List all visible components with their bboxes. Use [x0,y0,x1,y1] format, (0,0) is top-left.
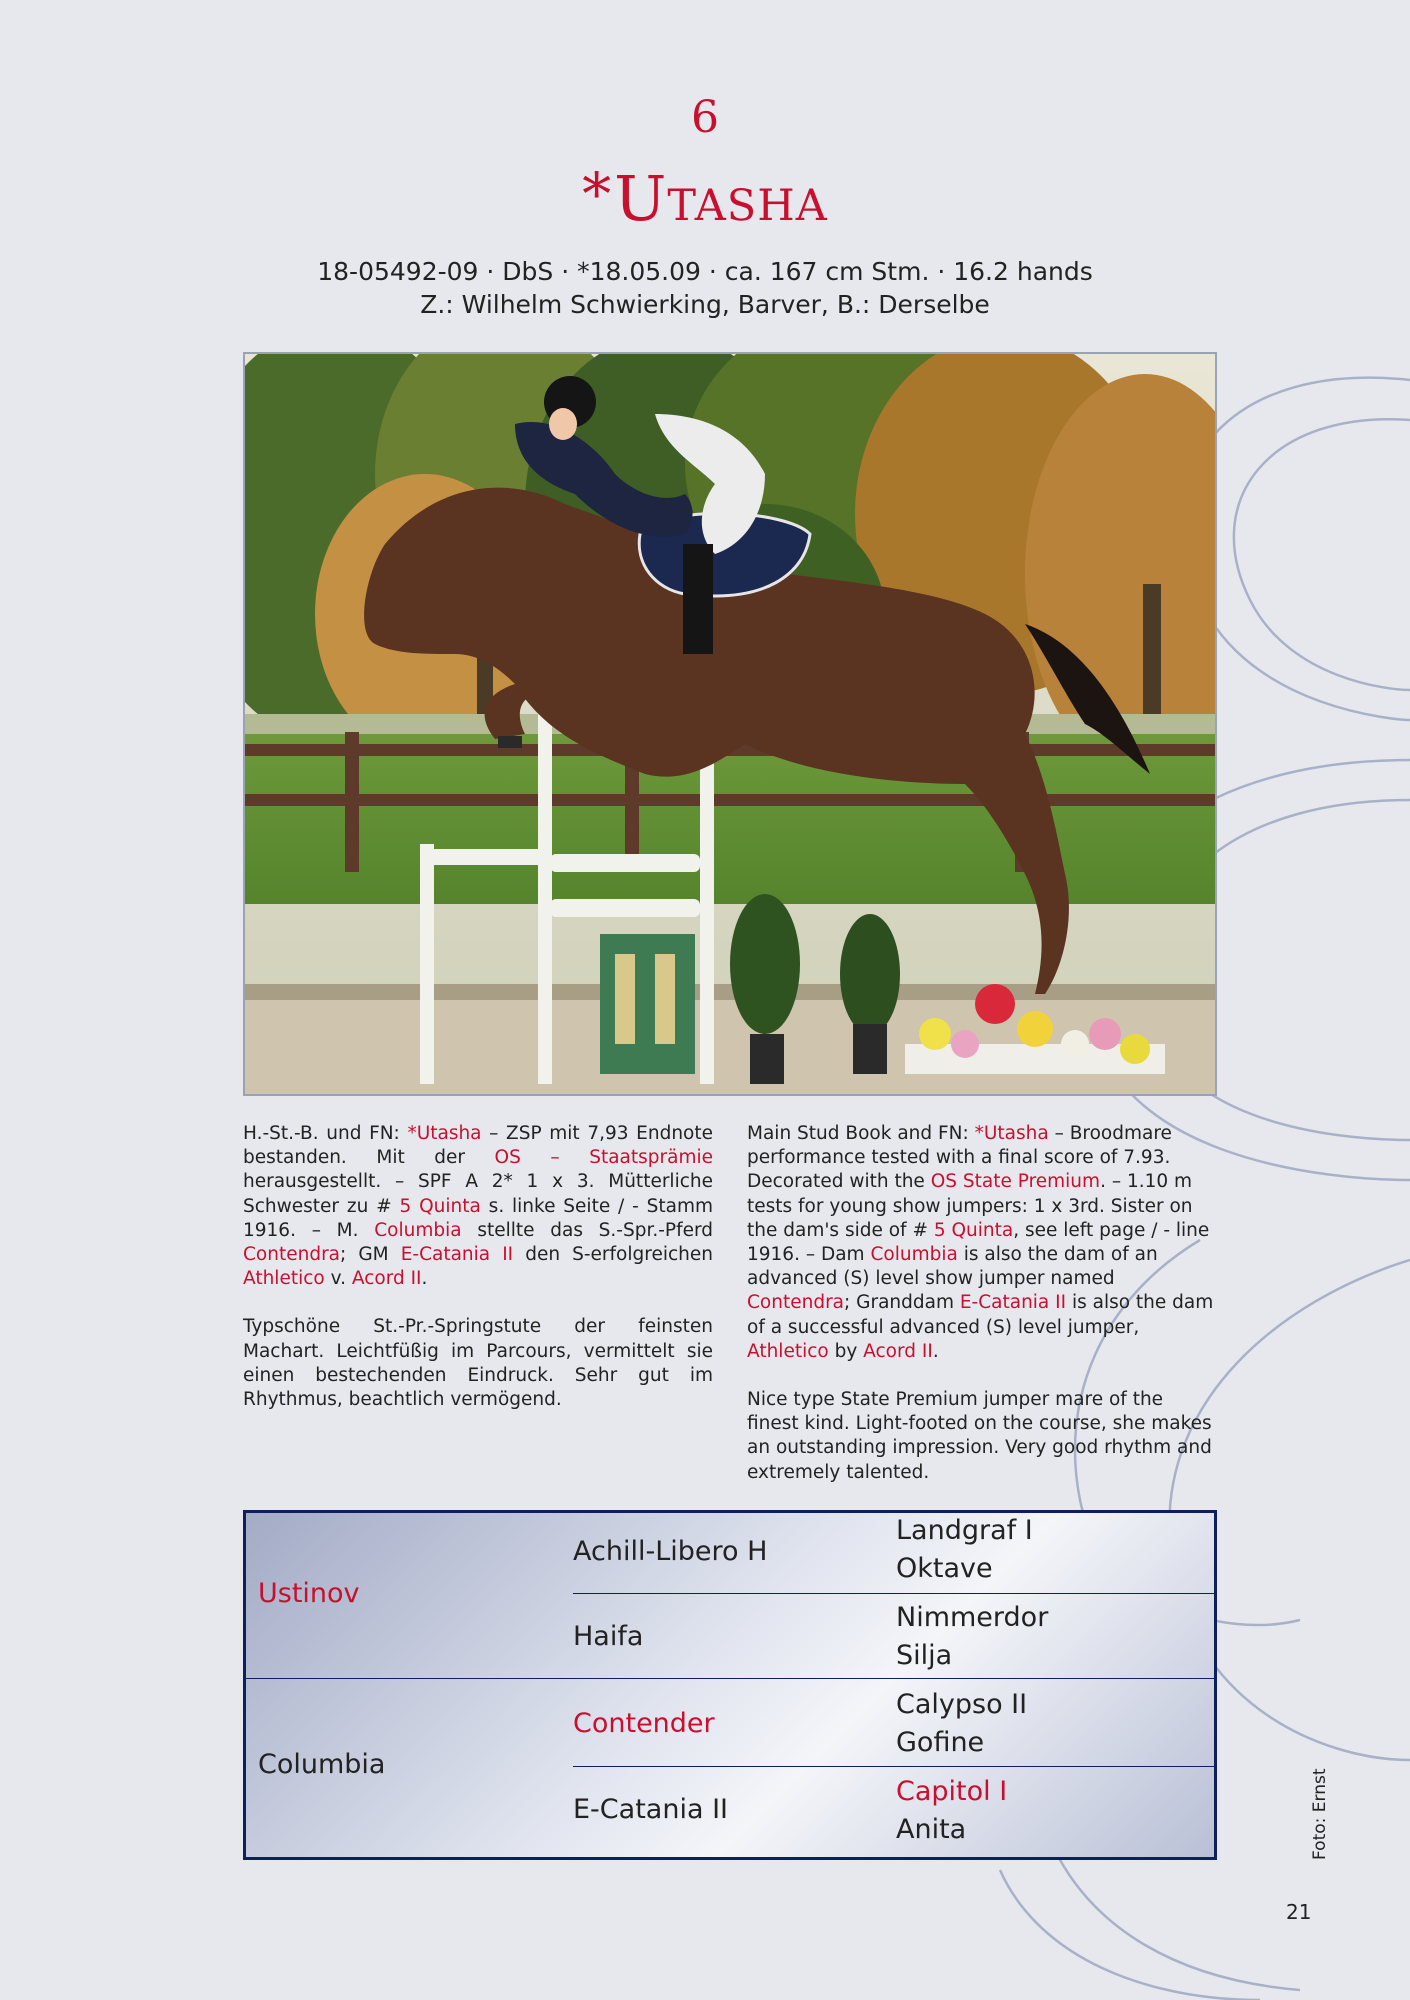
german-highlight: 5 Quinta [399,1195,481,1217]
german-paragraph-2: Typschöne St.-Pr.-Springstute der feinsten Machart. Leichtfüßig im Parcours, vermittelt sie einen bestechenden Eindruck. Sehr gut im Rhythmus, beachtlich vermögend. [243,1316,713,1411]
info-line-1: 18-05492-09 · DbS · *18.05.09 · ca. 167 cm Stm. · 16.2 hands [317,257,1093,286]
page-number: 21 [1286,1900,1312,1924]
lot-number: 6 [691,92,719,143]
german-paragraph-1 [243,1122,713,1291]
english-text: – Broodmare performance tested with a final score of 7.93. Decorated with the [747,1123,1172,1193]
horse-info [0,255,1410,321]
photo-credit: Foto: Ernst [1310,1768,1330,1860]
english-highlight: Acord II [863,1340,933,1362]
german-highlight: Acord II [351,1268,422,1290]
german-highlight: E-Catania II [400,1244,514,1266]
english-description [747,1122,1217,1509]
pedigree-table [243,1510,1217,1860]
german-text: – ZSP mit 7,93 Endnote bestanden. Mit der [243,1123,713,1169]
english-highlight: OS State Premium [930,1171,1101,1193]
german-text: ; GM [340,1244,401,1266]
english-highlight: E-Catania II [959,1292,1067,1314]
english-text: is also the dam of a successful advanced (S) level jumper, [747,1292,1214,1338]
pedigree-sd-sire: Nimmerdor [896,1602,1049,1633]
pedigree-dd-sire: Capitol I [896,1776,1008,1807]
english-text: , see left page / - line 1916. – Dam [747,1219,1210,1266]
english-paragraph-2: Nice type State Premium jumper mare of the finest kind. Light-footed on the course, she makes an outstanding impression. Very good rhythm and extremely talented. [747,1389,1212,1483]
english-text: ; Granddam [844,1292,960,1314]
german-text: den S-erfolgreichen [513,1244,713,1266]
pedigree-dam: Columbia [258,1749,386,1780]
german-highlight: *Utasha [407,1123,482,1144]
pedigree-ds-sire: Calypso II [896,1689,1028,1720]
horse-name-text: Utasha [614,162,828,235]
pedigree-dam-dam: E-Catania II [573,1794,728,1825]
german-text: s. linke Seite / - Stamm 1916. – M. [243,1195,713,1241]
pedigree-dd-dam: Anita [896,1814,967,1845]
pedigree-divider-main [246,1678,1214,1679]
pedigree-ds-dam: Gofine [896,1727,985,1758]
english-paragraph-1 [747,1122,1217,1364]
pedigree-dam-sire: Contender [573,1708,715,1739]
german-text: . [421,1268,428,1290]
english-text: . – 1.10 m tests for young show jumpers: 1 x 3rd. Sister on the dam's side of # [747,1171,1193,1241]
german-text: herausgestellt. – SPF A 2* 1 x 3. Mütterliche Schwester zu # [243,1171,713,1217]
german-text: v. [324,1268,352,1290]
horse-photo [243,352,1217,1096]
german-highlight: OS – Staatsprämie [494,1147,713,1169]
english-text: . [932,1340,939,1362]
pedigree-sire-dam: Haifa [573,1621,644,1652]
english-text: is also the dam of an advanced (S) level show jumper named [747,1244,1158,1290]
english-text: by [828,1340,864,1362]
english-highlight: 5 Quinta [933,1219,1014,1241]
english-highlight: *Utasha [974,1123,1049,1144]
pedigree-divider-lower [573,1766,1214,1767]
english-highlight: Contendra [747,1292,845,1314]
pedigree-ss-dam: Oktave [896,1553,993,1584]
english-highlight: Athletico [747,1340,829,1362]
pedigree-sire-sire: Achill-Libero H [573,1536,768,1567]
pedigree-sire: Ustinov [258,1578,360,1609]
english-text: Main Stud Book and FN: [747,1123,975,1144]
info-line-2: Z.: Wilhelm Schwierking, Barver, B.: Derselbe [420,290,990,319]
star-mark: * [582,160,613,228]
horse-name [0,160,1410,235]
pedigree-sd-dam: Silja [896,1640,953,1671]
german-description [243,1122,713,1436]
pedigree-ss-sire: Landgraf I [896,1515,1033,1546]
pedigree-divider-upper [573,1593,1214,1594]
german-text: stellte das S.-Spr.-Pferd [461,1219,714,1241]
german-text: H.-St.-B. und FN: [243,1123,408,1144]
german-highlight: Athletico [243,1268,325,1290]
english-highlight: Columbia [870,1244,958,1266]
german-highlight: Columbia [374,1219,462,1241]
german-highlight: Contendra [243,1244,341,1266]
